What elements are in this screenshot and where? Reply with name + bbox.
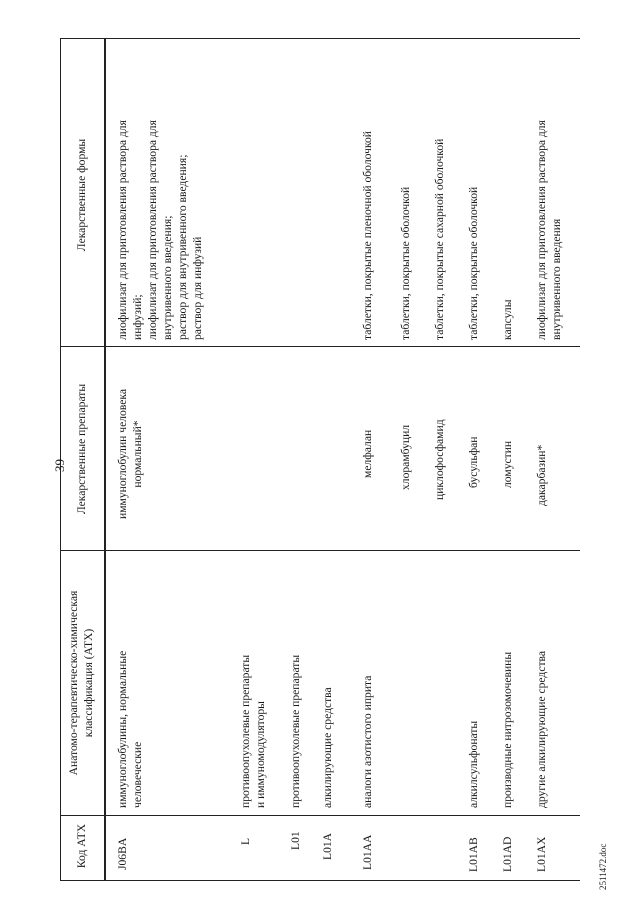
header-divider-drug-forms [60,346,580,347]
row-j06ba-drug: иммуноглобулин человека нормальный* [116,389,144,519]
page-number: 39 [52,459,67,472]
row-l01ad-drug: ломустин [501,440,514,488]
row-cyclophosphamide-drug: циклофосфамид [433,419,446,500]
header-divider-code-atc [60,815,580,816]
row-l01ab-drug: бусульфан [467,436,480,488]
row-l01ad-atc: производные нитрозомочевины [501,651,514,808]
row-l01ax-forms: лиофилизат для приготовления раствора для внутривенного введения [535,120,563,340]
row-l-atc: противоопухолевые препараты и иммуномодуляторы [239,654,267,808]
row-l01aa-drug: мелфалан [361,429,374,478]
row-j06ba-code: J06BA [116,837,129,870]
row-l01a-code: L01A [321,832,334,860]
row-l01ab-atc: алкилсульфонаты [467,720,480,808]
row-l01ax-code: L01AX [535,836,548,872]
row-l01aa-code: L01AA [361,834,374,870]
row-l01a-atc: алкилирующие средства [321,687,334,808]
row-l01aa-forms: таблетки, покрытые пленочной оболочкой [361,131,374,340]
header-atc: Анатомо-терапевтическо-химическая классификация (АТХ) [67,590,95,776]
row-l01ab-code: L01AB [467,837,480,872]
header-drug: Лекарственные препараты [75,383,88,515]
header-forms: Лекарственные формы [75,138,88,252]
header-bottom-rule [104,38,106,880]
row-l01aa-atc: аналоги азотистого иприта [361,675,374,808]
row-l-code: L [239,837,252,845]
header-divider-atc-drug [60,550,580,551]
header-code: Код АТХ [75,823,88,869]
row-l01ax-atc: другие алкилирующие средства [535,651,548,808]
table-border-top [60,38,580,39]
row-l01-code: L01 [289,831,302,850]
table-border-bottom [60,880,580,881]
document-code: 2511472.doc [598,843,608,890]
row-l01ax-drug: дакарбазин* [535,444,548,506]
row-cyclophosphamide-forms: таблетки, покрытые сахарной оболочкой [433,138,446,340]
row-j06ba-forms: лиофилизат для приготовления раствора для инфузий; лиофилизат для приготовления раствора для внутривенного введения; раствор для внутривенного введения; раствор для инфузий [116,120,204,340]
row-chlorambucil-drug: хлорамбуцил [399,424,412,490]
row-l01ab-forms: таблетки, покрытые оболочкой [467,186,480,340]
row-chlorambucil-forms: таблетки, покрытые оболочкой [399,186,412,340]
row-l01ad-code: L01AD [501,836,514,872]
row-l01ad-forms: капсулы [501,299,514,340]
row-j06ba-atc: иммуноглобулины, нормальные человеческие [116,650,144,808]
row-l01-atc: противоопухолевые препараты [289,654,302,808]
